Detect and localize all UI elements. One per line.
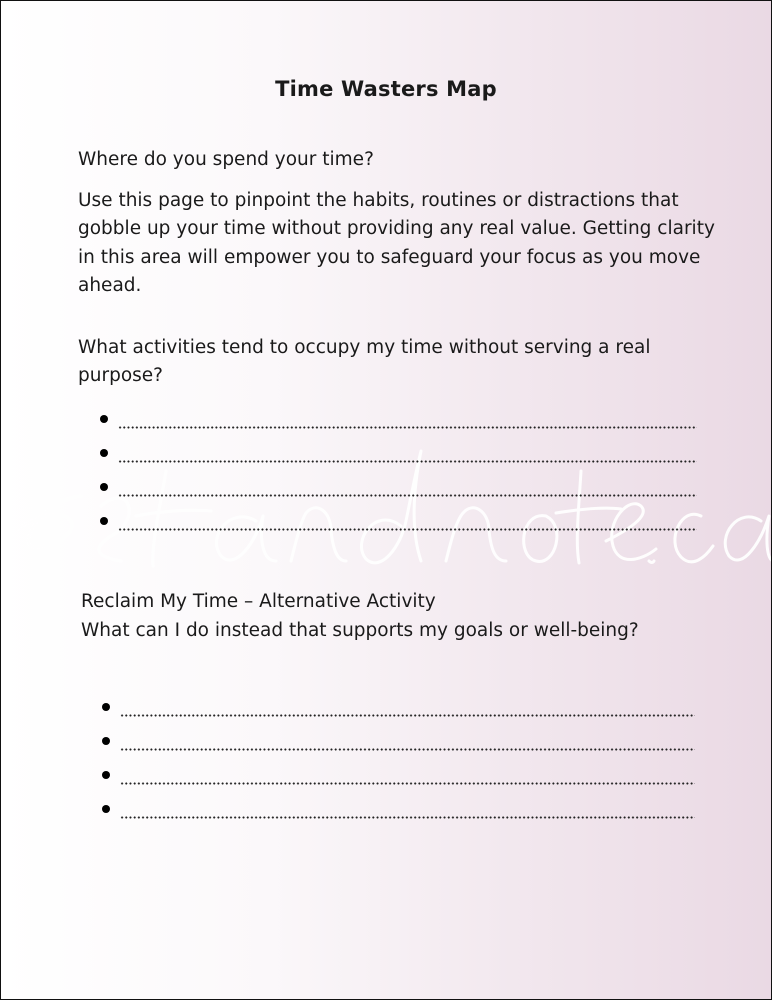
time-wasters-list	[100, 405, 697, 541]
dotted-answer-line[interactable]	[120, 748, 695, 751]
list-item[interactable]	[100, 507, 697, 541]
dotted-answer-line[interactable]	[118, 460, 697, 463]
dotted-answer-line[interactable]	[118, 494, 697, 497]
reclaim-section	[81, 588, 639, 645]
list-item[interactable]	[100, 473, 697, 507]
list-item[interactable]	[102, 761, 695, 795]
bullet-icon	[100, 483, 108, 491]
bullet-icon	[102, 737, 110, 745]
intro-paragraph: Use this page to pinpoint the habits, routines or distractions that gobble up your time without providing any real value. Getting clarity in this area will empower you to safeguard your focus as you move ahead.	[78, 190, 715, 296]
question-time-wasters: What activities tend to occupy my time without serving a real purpose?	[78, 337, 651, 387]
list-item[interactable]	[100, 439, 697, 473]
list-item[interactable]	[100, 405, 697, 439]
list-item[interactable]	[102, 727, 695, 761]
dotted-answer-line[interactable]	[120, 714, 695, 717]
section-question: What can I do instead that supports my goals or well-being?	[81, 619, 639, 641]
bullet-icon	[100, 517, 108, 525]
bullet-icon	[100, 415, 108, 423]
dotted-answer-line[interactable]	[118, 528, 697, 531]
section-title: Reclaim My Time – Alternative Activity	[81, 591, 436, 612]
list-item[interactable]	[102, 693, 695, 727]
bullet-icon	[100, 449, 108, 457]
dotted-answer-line[interactable]	[120, 816, 695, 819]
list-item[interactable]	[102, 795, 695, 829]
bullet-icon	[102, 703, 110, 711]
dotted-answer-line[interactable]	[120, 782, 695, 785]
bullet-icon	[102, 771, 110, 779]
intro-heading: Where do you spend your time?	[78, 149, 374, 170]
page-title: Time Wasters Map	[275, 77, 497, 101]
bullet-icon	[102, 805, 110, 813]
alternative-activities-list	[102, 693, 695, 829]
dotted-answer-line[interactable]	[118, 426, 697, 429]
